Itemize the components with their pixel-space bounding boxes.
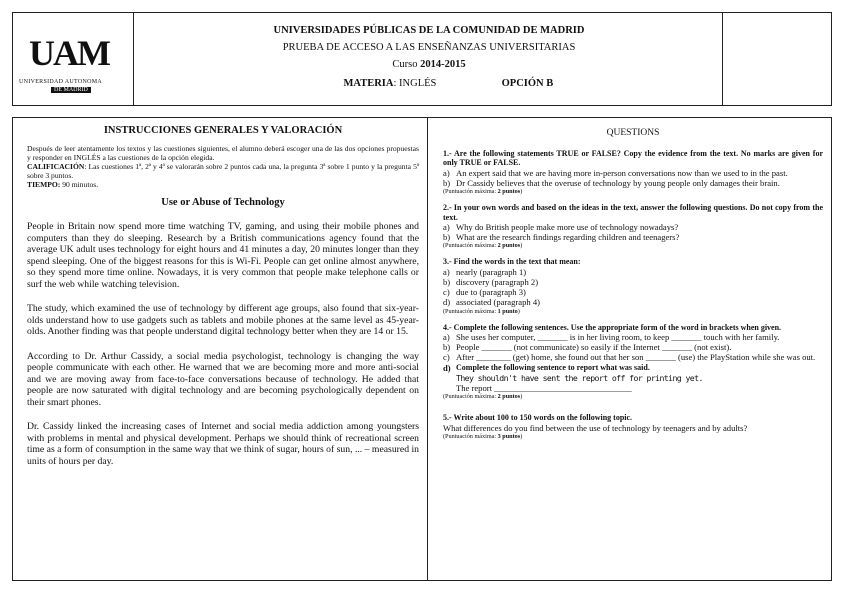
question-5-text: What differences do you find between the use of technology by teenagers and by adults? <box>443 422 748 433</box>
points-value: 1 punto <box>497 307 518 315</box>
course-value: 2014-2015 <box>420 59 466 70</box>
question-item <box>443 267 823 277</box>
question-4 <box>443 323 823 402</box>
question-4-title: 4.- Complete the following sentences. Use the appropriate form of the word in brackets when given. <box>443 322 782 332</box>
points-close: ) <box>520 393 523 401</box>
points-value: 2 puntos <box>497 393 521 401</box>
item-text: After ________ (get) home, she found out that her son _______ (use) the PlayStation while she was out. <box>456 352 816 363</box>
grading-line <box>27 162 419 180</box>
header-title: UNIVERSIDADES PÚBLICAS DE LA COMUNIDAD DE MADRID <box>273 25 585 36</box>
logo-mark: UAM <box>29 33 109 73</box>
points-value: 2 puntos <box>497 188 521 196</box>
question-item <box>443 332 823 342</box>
subject-value: INGLÉS <box>399 78 437 89</box>
reported-speech-answer-row <box>443 383 823 393</box>
grading-text: : Las cuestiones 1ª, 2ª y 4ª se valorarán sobre 2 puntos cada una, la pregunta 3ª sobre 1 punto y la pregunta 5ª sobre 3 puntos. <box>27 162 419 180</box>
reported-speech-answer-line: The report ________________________________ <box>456 383 632 394</box>
question-item <box>443 222 823 232</box>
item-label: d) <box>443 297 451 308</box>
article-paragraph: Dr. Cassidy linked the increasing cases of Internet and social media addiction among youngsters with problems in mental and physical development. Perhaps we should think of recreational screen time as a form of consumption in the same way that we think of sugar, hours of sun, ... – measured in units of hours per day. <box>27 421 419 467</box>
exam-header <box>12 12 832 106</box>
left-column <box>27 118 419 467</box>
question-5-title: 5.- Write about 100 to 150 words on the following topic. <box>443 413 633 423</box>
points-note <box>443 433 823 441</box>
item-label: a) <box>443 266 450 277</box>
time-text: 90 minutos. <box>60 180 99 189</box>
question-3 <box>443 257 823 315</box>
item-text: An expert said that we are having more in-person conversations now than we used to in the past. <box>456 167 788 178</box>
header-subject-row <box>133 78 725 89</box>
points-close: ) <box>517 307 520 315</box>
article-paragraph: The study, which examined the use of technology by different age groups, also found that six-year-olds understand how to use gadgets such as tablets and mobile phones at the same level as 45-year-olds. Another finding was that people understand digital technology better when they are 14 or 15. <box>27 303 419 337</box>
header-subtitle: PRUEBA DE ACCESO A LAS ENSEÑANZAS UNIVERSITARIAS <box>282 42 576 53</box>
points-label: (Puntuación máxima: <box>443 307 498 315</box>
instructions-title: INSTRUCCIONES GENERALES Y VALORACIÓN <box>103 125 343 136</box>
item-text: due to (paragraph 3) <box>456 287 526 298</box>
points-note <box>443 308 823 316</box>
points-value: 3 puntos <box>497 432 521 440</box>
item-label: a) <box>443 332 450 343</box>
exam-body <box>12 117 832 581</box>
item-label: c) <box>443 287 450 298</box>
points-close: ) <box>520 188 523 196</box>
item-text: Why do British people make more use of technology nowadays? <box>456 222 679 233</box>
question-item <box>443 287 823 297</box>
question-5 <box>443 413 823 441</box>
points-label: (Puntuación máxima: <box>443 393 498 401</box>
question-item <box>443 297 823 307</box>
reported-speech-quote-row <box>443 373 823 383</box>
points-note <box>443 188 823 196</box>
points-close: ) <box>520 432 523 440</box>
question-3-title: 3.- Find the words in the text that mean: <box>443 257 581 267</box>
grading-label: CALIFICACIÓN <box>27 162 85 171</box>
questions-heading: QUESTIONS <box>606 128 660 138</box>
item-text: discovery (paragraph 2) <box>456 277 539 288</box>
item-text: People _______ (not communicate) so easily if the Internet _______ (not exist). <box>456 342 732 353</box>
question-item <box>443 352 823 362</box>
item-text: What are the research findings regarding children and teenagers? <box>456 232 680 243</box>
question-item <box>443 342 823 352</box>
item-label: b) <box>443 232 451 243</box>
points-note <box>443 242 823 250</box>
item-label: a) <box>443 167 450 178</box>
university-logo <box>19 35 127 95</box>
column-divider <box>427 118 428 580</box>
article-title: Use or Abuse of Technology <box>161 197 285 208</box>
points-close: ) <box>520 242 523 250</box>
course-label: Curso <box>392 59 418 70</box>
subject-label: MATERIA <box>343 78 394 89</box>
option-label: OPCIÓN B <box>501 78 554 89</box>
right-column <box>443 118 823 448</box>
item-text: Dr Cassidy believes that the overuse of technology by young people only damages their brain. <box>456 178 780 189</box>
subject: MATERIA: INGLÉS <box>343 78 437 89</box>
points-label: (Puntuación máxima: <box>443 432 498 440</box>
instructions-body: Después de leer atentamente los textos y las cuestiones siguientes, el alumno deberá escoger una de las dos opciones propuestas y responder en INGLÉS a las cuestiones de la opción elegida. <box>27 144 419 162</box>
logo-city: DE MADRID <box>51 87 91 93</box>
points-value: 2 puntos <box>497 242 521 250</box>
item-label: d) <box>443 362 451 373</box>
question-item <box>443 168 823 178</box>
question-1-title: 1.- Are the following statements TRUE or FALSE? Copy the evidence from the text. No marks are given for only TRUE or FALSE. <box>443 149 823 168</box>
time-line <box>27 180 419 189</box>
question-item <box>443 363 823 373</box>
question-item <box>443 277 823 287</box>
points-label: (Puntuación máxima: <box>443 242 498 250</box>
logo-subtitle: UNIVERSIDAD AUTONOMA <box>19 79 103 85</box>
time-label: TIEMPO: <box>27 180 61 189</box>
item-label: b) <box>443 342 451 353</box>
item-label: c) <box>443 352 450 363</box>
item-text: associated (paragraph 4) <box>456 297 540 308</box>
question-2-title: 2.- In your own words and based on the ideas in the text, answer the following questions. Do not copy from the text. <box>443 203 823 222</box>
question-5-text-row <box>443 423 823 433</box>
question-1 <box>443 149 823 196</box>
article-paragraph: According to Dr. Arthur Cassidy, a social media psychologist, technology is changing the way people communicate with each other. He warned that we are becoming more and more anti-social and we are moving away from face-to-face conversations because of technology. He added that people are now saturated with digital technology and are becoming psychologically dependent on their smart phones. <box>27 350 419 408</box>
item-label: b) <box>443 277 451 288</box>
question-2 <box>443 203 823 250</box>
points-label: (Puntuación máxima: <box>443 188 498 196</box>
header-blank-cell <box>722 13 831 105</box>
item-label: a) <box>443 222 450 233</box>
reported-speech-quote: They shouldn't have sent the report off for printing yet. <box>456 372 703 383</box>
item-label: b) <box>443 178 451 189</box>
header-course <box>133 59 725 70</box>
question-item <box>443 178 823 188</box>
reported-speech-instruction: Complete the following sentence to report what was said. <box>456 362 650 372</box>
article-paragraph: People in Britain now spend more time watching TV, gaming, and using their mobile phones and computers than they do sleeping. Research by a British communications agency found that the average UK adult uses technology for eight hours and 41 minutes a day, 20 minutes longer than they spend sleeping. One of the biggest reasons for this is Wi-Fi. People can get online almost anywhere, so they spend more time online. Nowadays, it is very common that people make telephone calls or surf the web while watching television. <box>27 221 419 290</box>
logo-cell <box>13 13 134 105</box>
question-item <box>443 232 823 242</box>
points-note <box>443 393 823 401</box>
item-text: She uses her computer, _______ is in her living room, to keep _______ touch with her family. <box>456 332 780 343</box>
item-text: nearly (paragraph 1) <box>456 266 527 277</box>
